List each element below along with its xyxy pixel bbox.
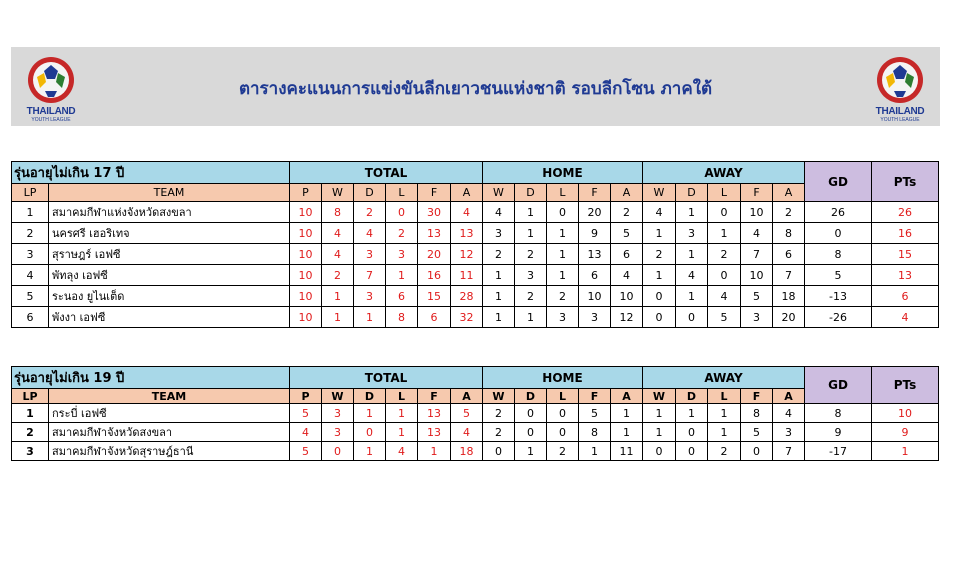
home-stat-cell: 4	[483, 202, 515, 223]
total-stat-cell: 7	[354, 265, 386, 286]
away-stat-cell: 2	[773, 202, 805, 223]
pts-header: PTs	[872, 162, 939, 202]
column-header-total-l: L	[386, 184, 418, 202]
home-stat-cell: 1	[515, 307, 547, 328]
total-stat-cell: 10	[290, 202, 322, 223]
away-stat-cell: 7	[773, 265, 805, 286]
away-stat-cell: 7	[773, 442, 805, 461]
points-cell: 15	[872, 244, 939, 265]
column-header-home-l: L	[547, 184, 579, 202]
total-stat-cell: 8	[386, 307, 418, 328]
points-cell: 1	[872, 442, 939, 461]
away-stat-cell: 4	[643, 202, 676, 223]
total-stat-cell: 1	[386, 265, 418, 286]
away-stat-cell: 0	[741, 442, 773, 461]
column-header-total-a: A	[451, 184, 483, 202]
away-stat-cell: 4	[676, 265, 708, 286]
home-stat-cell: 5	[579, 404, 611, 423]
home-stat-cell: 0	[515, 404, 547, 423]
goal-difference-cell: 26	[805, 202, 872, 223]
team-name-cell: สมาคมกีฬาจังหวัดสงขลา	[49, 423, 290, 442]
total-stat-cell: 4	[290, 423, 322, 442]
home-stat-cell: 10	[611, 286, 643, 307]
rank-cell: 2	[12, 423, 49, 442]
total-stat-cell: 1	[354, 442, 386, 461]
away-stat-cell: 3	[676, 223, 708, 244]
football-icon	[864, 51, 936, 107]
total-stat-cell: 10	[290, 265, 322, 286]
group-header-row	[12, 367, 939, 389]
group-header-away: AWAY	[643, 367, 805, 389]
group-header-home: HOME	[483, 162, 643, 184]
total-stat-cell: 28	[451, 286, 483, 307]
home-stat-cell: 1	[483, 265, 515, 286]
page-title: ตารางคะแนนการแข่งขันลีกเยาวชนแห่งชาติ รอบลีกโซน ภาคใต้	[238, 79, 713, 99]
gd-header: GD	[805, 162, 872, 202]
home-stat-cell: 0	[515, 423, 547, 442]
away-stat-cell: 1	[708, 404, 741, 423]
away-stat-cell: 0	[676, 423, 708, 442]
logo-subtext: YOUTH LEAGUE	[880, 117, 920, 123]
away-stat-cell: 18	[773, 286, 805, 307]
away-stat-cell: 8	[773, 223, 805, 244]
column-header-row	[12, 184, 939, 202]
column-header-team: TEAM	[49, 389, 290, 404]
category-title: รุ่นอายุไม่เกิน 17 ปี	[12, 162, 290, 184]
column-header-home-d: D	[515, 184, 547, 202]
total-stat-cell: 18	[451, 442, 483, 461]
total-stat-cell: 1	[418, 442, 451, 461]
goal-difference-cell: 8	[805, 244, 872, 265]
home-stat-cell: 2	[547, 286, 579, 307]
column-header-lp: LP	[12, 184, 49, 202]
home-stat-cell: 3	[483, 223, 515, 244]
home-stat-cell: 11	[611, 442, 643, 461]
pts-header: PTs	[872, 367, 939, 404]
total-stat-cell: 6	[418, 307, 451, 328]
away-stat-cell: 5	[708, 307, 741, 328]
away-stat-cell: 2	[708, 442, 741, 461]
column-header-row	[12, 389, 939, 404]
column-header-home-l: L	[547, 389, 579, 404]
team-name-cell: ระนอง ยูไนเต็ด	[49, 286, 290, 307]
home-stat-cell: 1	[483, 307, 515, 328]
points-cell: 13	[872, 265, 939, 286]
column-header-team: TEAM	[49, 184, 290, 202]
column-header-home-f: F	[579, 184, 611, 202]
total-stat-cell: 1	[322, 307, 354, 328]
total-stat-cell: 4	[322, 223, 354, 244]
total-stat-cell: 1	[322, 286, 354, 307]
total-stat-cell: 30	[418, 202, 451, 223]
standings-table-u19	[11, 366, 939, 461]
column-header-home-f: F	[579, 389, 611, 404]
rank-cell: 3	[12, 442, 49, 461]
table-row	[12, 223, 939, 244]
home-stat-cell: 0	[547, 404, 579, 423]
column-header-away-a: A	[773, 389, 805, 404]
points-cell: 16	[872, 223, 939, 244]
team-name-cell: สมาคมกีฬาแห่งจังหวัดสงขลา	[49, 202, 290, 223]
team-name-cell: สมาคมกีฬาจังหวัดสุราษฎ์ธานี	[49, 442, 290, 461]
total-stat-cell: 13	[418, 223, 451, 244]
gd-header: GD	[805, 367, 872, 404]
home-stat-cell: 3	[547, 307, 579, 328]
home-stat-cell: 0	[483, 442, 515, 461]
standings-table-u17	[11, 161, 939, 328]
home-stat-cell: 1	[483, 286, 515, 307]
team-name-cell: กระบี่ เอฟซี	[49, 404, 290, 423]
away-stat-cell: 0	[643, 286, 676, 307]
thailand-youth-league-logo	[864, 51, 936, 123]
goal-difference-cell: 5	[805, 265, 872, 286]
away-stat-cell: 20	[773, 307, 805, 328]
group-header-total: TOTAL	[290, 162, 483, 184]
total-stat-cell: 4	[354, 223, 386, 244]
total-stat-cell: 15	[418, 286, 451, 307]
rank-cell: 3	[12, 244, 49, 265]
points-cell: 4	[872, 307, 939, 328]
goal-difference-cell: -13	[805, 286, 872, 307]
column-header-away-a: A	[773, 184, 805, 202]
home-stat-cell: 1	[515, 223, 547, 244]
table-row	[12, 265, 939, 286]
table-row	[12, 442, 939, 461]
home-stat-cell: 1	[611, 423, 643, 442]
total-stat-cell: 8	[322, 202, 354, 223]
total-stat-cell: 1	[354, 404, 386, 423]
column-header-away-f: F	[741, 184, 773, 202]
home-stat-cell: 3	[579, 307, 611, 328]
total-stat-cell: 10	[290, 223, 322, 244]
away-stat-cell: 0	[643, 442, 676, 461]
home-stat-cell: 1	[579, 442, 611, 461]
away-stat-cell: 1	[676, 202, 708, 223]
home-stat-cell: 6	[579, 265, 611, 286]
home-stat-cell: 1	[515, 442, 547, 461]
category-title: รุ่นอายุไม่เกิน 19 ปี	[12, 367, 290, 389]
total-stat-cell: 13	[451, 223, 483, 244]
home-stat-cell: 2	[483, 244, 515, 265]
column-header-total-w: W	[322, 184, 354, 202]
home-stat-cell: 2	[483, 423, 515, 442]
total-stat-cell: 3	[386, 244, 418, 265]
total-stat-cell: 3	[354, 244, 386, 265]
away-stat-cell: 1	[676, 286, 708, 307]
points-cell: 9	[872, 423, 939, 442]
total-stat-cell: 4	[386, 442, 418, 461]
away-stat-cell: 1	[708, 423, 741, 442]
goal-difference-cell: 8	[805, 404, 872, 423]
total-stat-cell: 2	[322, 265, 354, 286]
home-stat-cell: 9	[579, 223, 611, 244]
column-header-home-d: D	[515, 389, 547, 404]
total-stat-cell: 20	[418, 244, 451, 265]
column-header-total-l: L	[386, 389, 418, 404]
rank-cell: 6	[12, 307, 49, 328]
table-row	[12, 286, 939, 307]
away-stat-cell: 1	[643, 423, 676, 442]
column-header-total-a: A	[451, 389, 483, 404]
column-header-home-w: W	[483, 184, 515, 202]
team-name-cell: พัทลุง เอฟซี	[49, 265, 290, 286]
away-stat-cell: 3	[741, 307, 773, 328]
home-stat-cell: 1	[515, 202, 547, 223]
column-header-away-l: L	[708, 184, 741, 202]
home-stat-cell: 2	[483, 404, 515, 423]
table-row	[12, 307, 939, 328]
column-header-away-l: L	[708, 389, 741, 404]
home-stat-cell: 1	[547, 244, 579, 265]
home-stat-cell: 2	[547, 442, 579, 461]
home-stat-cell: 6	[611, 244, 643, 265]
logo-wordmark: THAILAND	[875, 106, 925, 117]
home-stat-cell: 2	[611, 202, 643, 223]
home-stat-cell: 13	[579, 244, 611, 265]
total-stat-cell: 3	[354, 286, 386, 307]
home-stat-cell: 2	[515, 286, 547, 307]
home-stat-cell: 4	[611, 265, 643, 286]
goal-difference-cell: -26	[805, 307, 872, 328]
away-stat-cell: 0	[708, 265, 741, 286]
total-stat-cell: 16	[418, 265, 451, 286]
away-stat-cell: 4	[708, 286, 741, 307]
total-stat-cell: 11	[451, 265, 483, 286]
logo-wordmark: THAILAND	[26, 106, 76, 117]
away-stat-cell: 1	[708, 223, 741, 244]
column-header-total-d: D	[354, 184, 386, 202]
rank-cell: 2	[12, 223, 49, 244]
away-stat-cell: 4	[773, 404, 805, 423]
logo-subtext: YOUTH LEAGUE	[31, 117, 71, 123]
total-stat-cell: 0	[322, 442, 354, 461]
total-stat-cell: 13	[418, 404, 451, 423]
away-stat-cell: 10	[741, 265, 773, 286]
total-stat-cell: 2	[354, 202, 386, 223]
away-stat-cell: 3	[773, 423, 805, 442]
table-row	[12, 423, 939, 442]
home-stat-cell: 2	[515, 244, 547, 265]
table-row	[12, 404, 939, 423]
home-stat-cell: 12	[611, 307, 643, 328]
column-header-home-a: A	[611, 184, 643, 202]
home-stat-cell: 0	[547, 423, 579, 442]
total-stat-cell: 1	[386, 423, 418, 442]
total-stat-cell: 2	[386, 223, 418, 244]
away-stat-cell: 0	[676, 442, 708, 461]
column-header-total-p: P	[290, 389, 322, 404]
total-stat-cell: 13	[418, 423, 451, 442]
group-header-total: TOTAL	[290, 367, 483, 389]
total-stat-cell: 1	[386, 404, 418, 423]
away-stat-cell: 10	[741, 202, 773, 223]
group-header-away: AWAY	[643, 162, 805, 184]
away-stat-cell: 1	[643, 265, 676, 286]
group-header-row	[12, 162, 939, 184]
total-stat-cell: 3	[322, 423, 354, 442]
away-stat-cell: 7	[741, 244, 773, 265]
header-banner	[11, 47, 940, 126]
rank-cell: 1	[12, 404, 49, 423]
home-stat-cell: 1	[547, 265, 579, 286]
total-stat-cell: 5	[290, 442, 322, 461]
home-stat-cell: 8	[579, 423, 611, 442]
points-cell: 6	[872, 286, 939, 307]
goal-difference-cell: 0	[805, 223, 872, 244]
home-stat-cell: 10	[579, 286, 611, 307]
column-header-home-a: A	[611, 389, 643, 404]
home-stat-cell: 3	[515, 265, 547, 286]
total-stat-cell: 4	[322, 244, 354, 265]
away-stat-cell: 4	[741, 223, 773, 244]
away-stat-cell: 1	[643, 223, 676, 244]
total-stat-cell: 3	[322, 404, 354, 423]
team-name-cell: นครศรี เฮอริเทจ	[49, 223, 290, 244]
total-stat-cell: 5	[451, 404, 483, 423]
rank-cell: 5	[12, 286, 49, 307]
home-stat-cell: 1	[547, 223, 579, 244]
total-stat-cell: 0	[386, 202, 418, 223]
column-header-total-f: F	[418, 184, 451, 202]
away-stat-cell: 6	[773, 244, 805, 265]
column-header-total-w: W	[322, 389, 354, 404]
rank-cell: 4	[12, 265, 49, 286]
column-header-away-f: F	[741, 389, 773, 404]
away-stat-cell: 8	[741, 404, 773, 423]
away-stat-cell: 5	[741, 423, 773, 442]
rank-cell: 1	[12, 202, 49, 223]
total-stat-cell: 10	[290, 307, 322, 328]
away-stat-cell: 1	[676, 404, 708, 423]
points-cell: 10	[872, 404, 939, 423]
away-stat-cell: 1	[643, 404, 676, 423]
away-stat-cell: 5	[741, 286, 773, 307]
total-stat-cell: 12	[451, 244, 483, 265]
home-stat-cell: 0	[547, 202, 579, 223]
column-header-total-d: D	[354, 389, 386, 404]
team-name-cell: พังงา เอฟซี	[49, 307, 290, 328]
away-stat-cell: 2	[643, 244, 676, 265]
column-header-lp: LP	[12, 389, 49, 404]
table-row	[12, 244, 939, 265]
total-stat-cell: 0	[354, 423, 386, 442]
away-stat-cell: 0	[708, 202, 741, 223]
total-stat-cell: 6	[386, 286, 418, 307]
away-stat-cell: 1	[676, 244, 708, 265]
home-stat-cell: 5	[611, 223, 643, 244]
column-header-away-d: D	[676, 389, 708, 404]
home-stat-cell: 1	[611, 404, 643, 423]
away-stat-cell: 0	[643, 307, 676, 328]
column-header-home-w: W	[483, 389, 515, 404]
team-name-cell: สุราษฎร์ เอฟซี	[49, 244, 290, 265]
total-stat-cell: 32	[451, 307, 483, 328]
column-header-total-f: F	[418, 389, 451, 404]
total-stat-cell: 5	[290, 404, 322, 423]
total-stat-cell: 4	[451, 202, 483, 223]
away-stat-cell: 2	[708, 244, 741, 265]
total-stat-cell: 1	[354, 307, 386, 328]
goal-difference-cell: 9	[805, 423, 872, 442]
home-stat-cell: 20	[579, 202, 611, 223]
total-stat-cell: 10	[290, 286, 322, 307]
goal-difference-cell: -17	[805, 442, 872, 461]
points-cell: 26	[872, 202, 939, 223]
away-stat-cell: 0	[676, 307, 708, 328]
total-stat-cell: 10	[290, 244, 322, 265]
total-stat-cell: 4	[451, 423, 483, 442]
column-header-away-w: W	[643, 389, 676, 404]
column-header-total-p: P	[290, 184, 322, 202]
column-header-away-w: W	[643, 184, 676, 202]
group-header-home: HOME	[483, 367, 643, 389]
column-header-away-d: D	[676, 184, 708, 202]
table-row	[12, 202, 939, 223]
